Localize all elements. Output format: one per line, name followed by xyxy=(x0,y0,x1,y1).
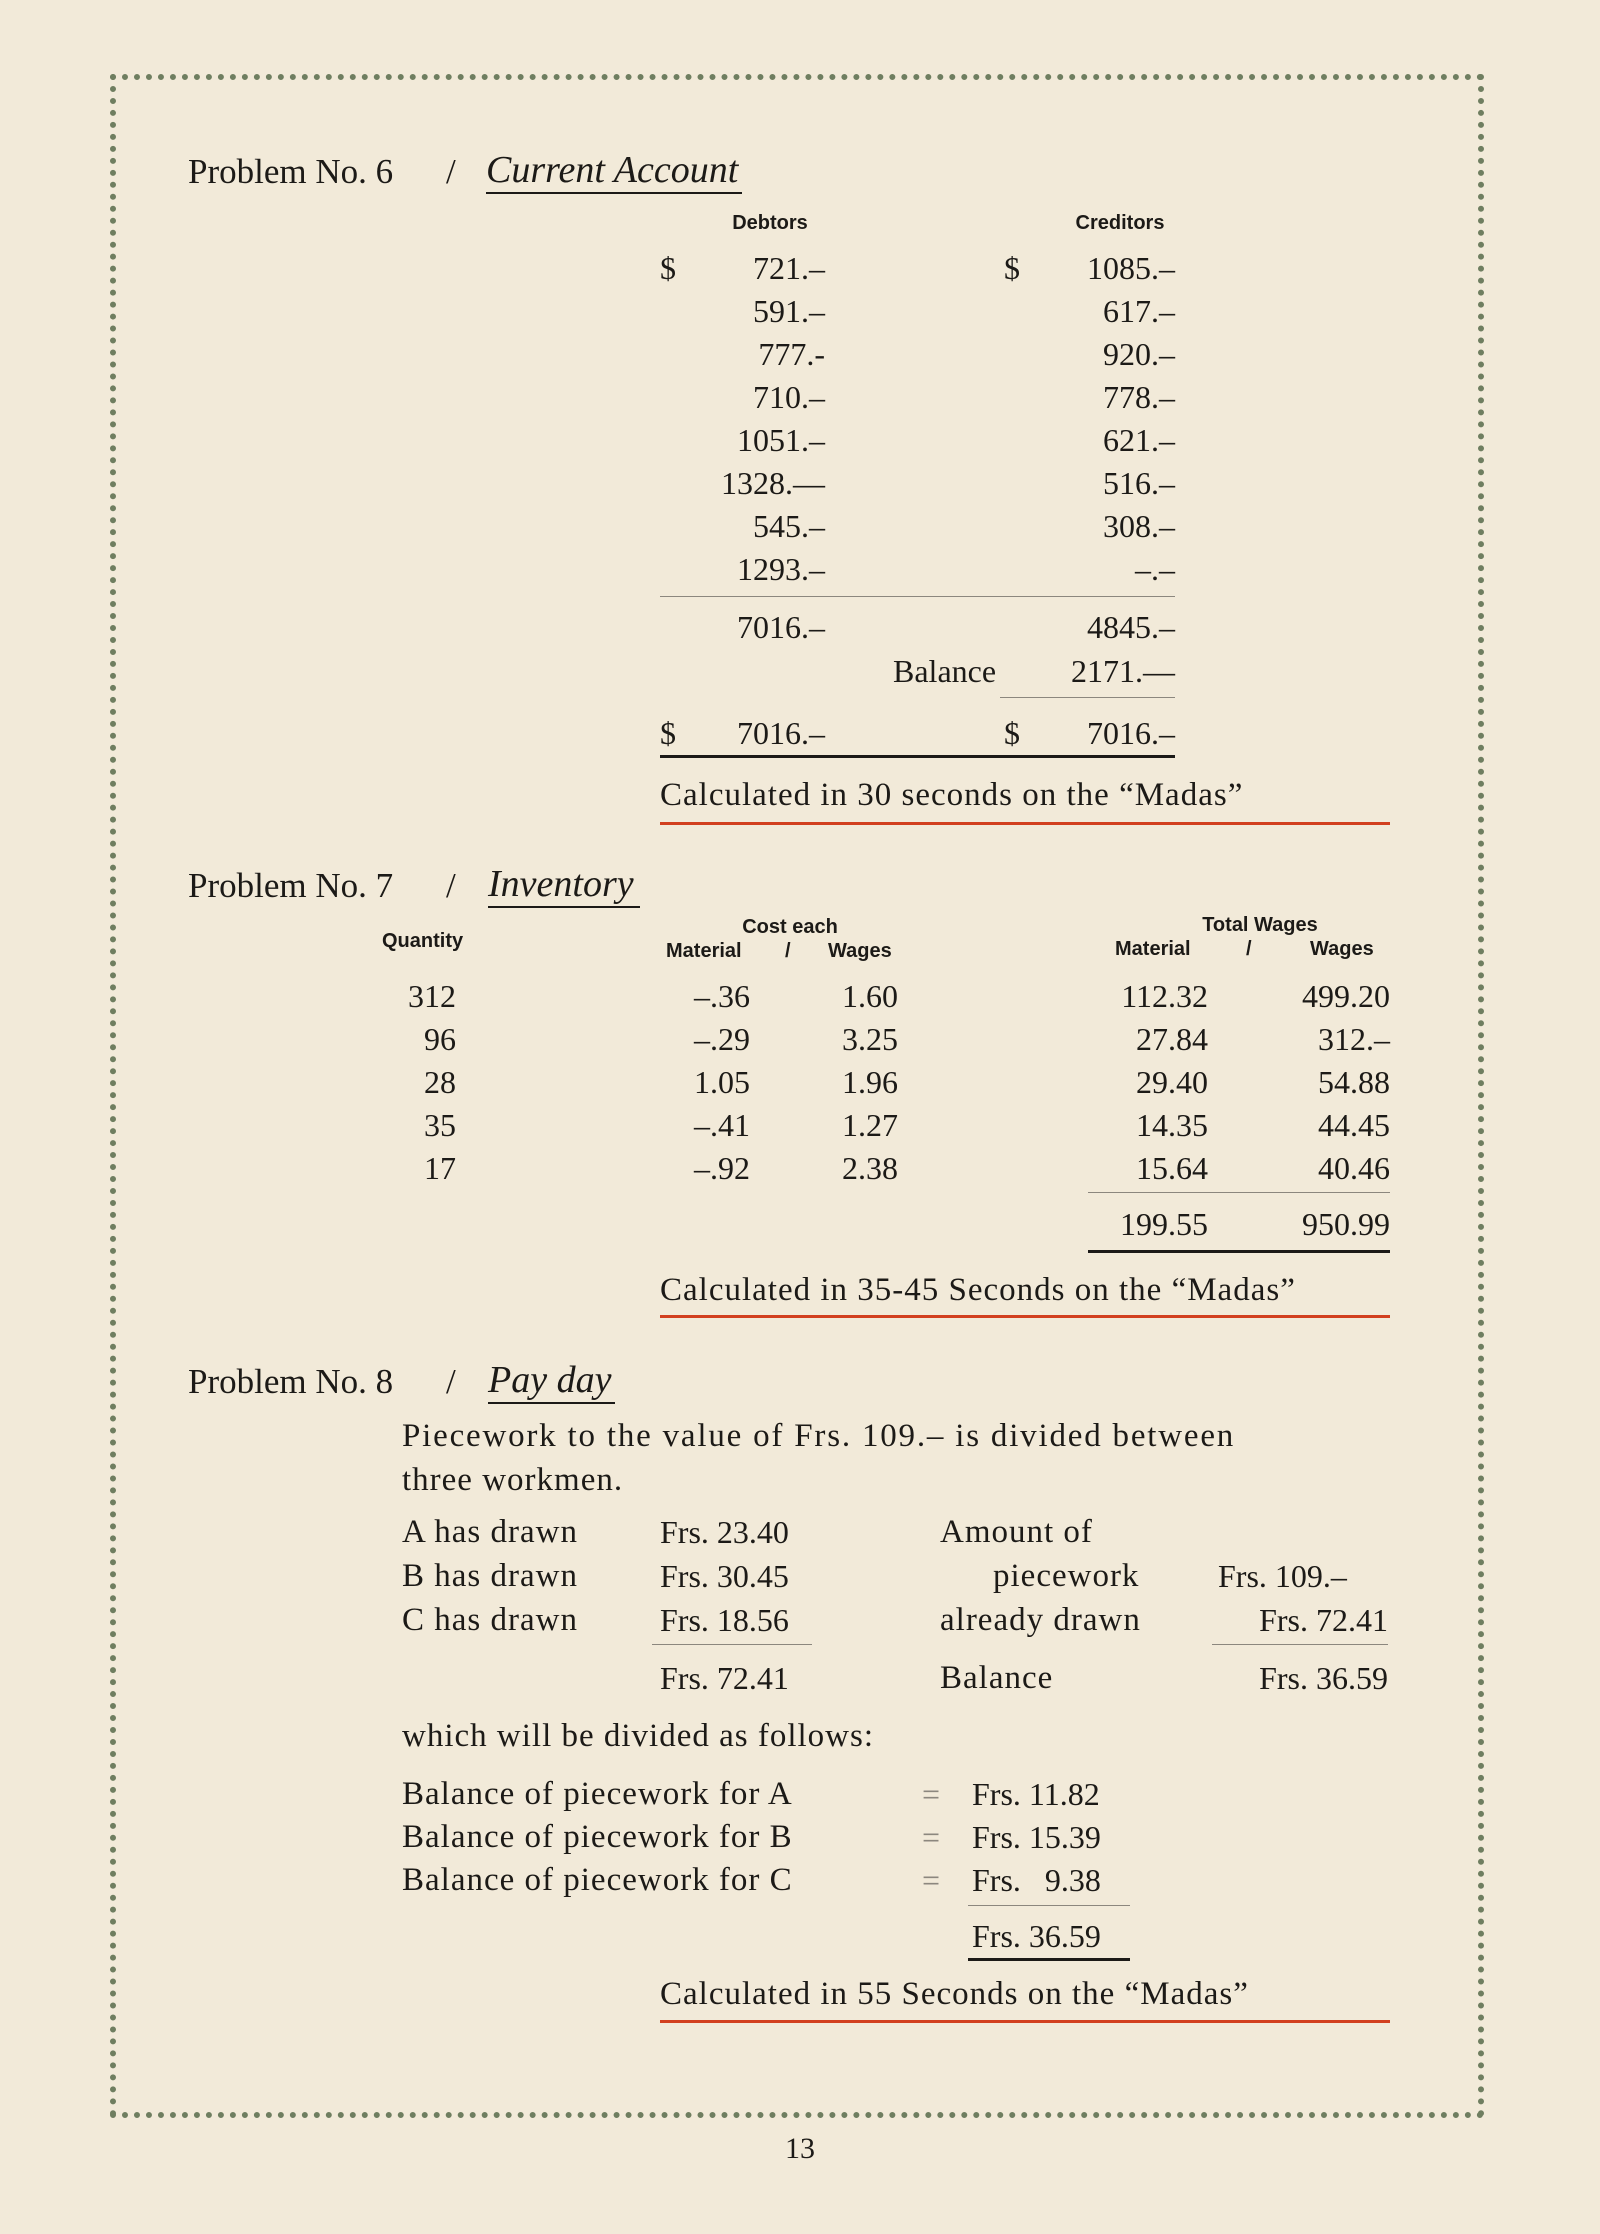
debtors-header: Debtors xyxy=(732,212,808,234)
creditor-value: –.– xyxy=(1135,551,1175,587)
problem-8-label: Problem No. 8 xyxy=(188,1362,394,1401)
equals-sign: = xyxy=(922,1776,941,1812)
drawn-amount: Frs. 23.40 xyxy=(660,1514,789,1550)
debtor-value: 1051.– xyxy=(737,422,825,458)
total-material-cell: 15.64 xyxy=(1136,1150,1208,1186)
quantity-header: Quantity xyxy=(382,930,464,952)
drawn-label: A has drawn xyxy=(402,1514,578,1550)
divider-line xyxy=(1212,1644,1388,1645)
debtor-value: 710.– xyxy=(753,379,825,415)
page-number: 13 xyxy=(785,2132,815,2165)
problem-8-title: Pay day xyxy=(488,1358,615,1404)
balance-value: 2171.— xyxy=(1071,653,1175,689)
already-drawn-label: already drawn xyxy=(940,1602,1141,1638)
total-wages-cell: 312.– xyxy=(1318,1021,1390,1057)
problem-6-label: Problem No. 6 xyxy=(188,152,394,191)
quantity-cell: 28 xyxy=(424,1064,456,1100)
total-wages-header: Total Wages xyxy=(1202,914,1318,936)
divider-line xyxy=(652,1644,812,1645)
creditors-subtotal: 4845.– xyxy=(1087,609,1175,645)
currency-symbol: $ xyxy=(660,715,676,751)
total-wages-cell: 499.20 xyxy=(1302,978,1390,1014)
balance-label: Balance xyxy=(940,1660,1054,1696)
debtor-value: 591.– xyxy=(753,293,825,329)
split-label: Balance of piecework for A xyxy=(402,1776,793,1812)
total-rule xyxy=(660,755,1175,758)
drawn-label: C has drawn xyxy=(402,1602,578,1638)
creditor-value: 516.– xyxy=(1103,465,1175,501)
wages-header: Wages xyxy=(828,940,892,962)
cost-wages-cell: 1.27 xyxy=(842,1107,898,1143)
material-header: Material xyxy=(1115,938,1191,960)
total-wages-cell: 54.88 xyxy=(1318,1064,1390,1100)
problem-7-label: Problem No. 7 xyxy=(188,866,394,905)
quantity-cell: 96 xyxy=(424,1021,456,1057)
creditor-value: 920.– xyxy=(1103,336,1175,372)
total-material-sum: 199.55 xyxy=(1120,1206,1208,1242)
creditor-value: 308.– xyxy=(1103,508,1175,544)
cost-wages-cell: 1.96 xyxy=(842,1064,898,1100)
debtor-value: 777.- xyxy=(758,336,825,372)
drawn-amount: Frs. 30.45 xyxy=(660,1558,789,1594)
debtors-total: 7016.– xyxy=(737,715,825,751)
amount-of-label: Amount of xyxy=(940,1514,1093,1550)
calculation-note: Calculated in 30 seconds on the “Madas” xyxy=(660,777,1244,813)
split-label: Balance of piecework for B xyxy=(402,1819,793,1855)
currency-symbol: $ xyxy=(1004,250,1020,286)
total-wages-sum: 950.99 xyxy=(1302,1206,1390,1242)
total-wages-cell: 40.46 xyxy=(1318,1150,1390,1186)
red-underline xyxy=(660,822,1390,825)
drawn-amount: Frs. 18.56 xyxy=(660,1602,789,1638)
debtor-value: 545.– xyxy=(753,508,825,544)
quantity-cell: 17 xyxy=(424,1150,456,1186)
balance-label: Balance xyxy=(893,653,997,689)
cost-wages-cell: 1.60 xyxy=(842,978,898,1014)
total-rule xyxy=(968,1958,1130,1961)
equals-sign: = xyxy=(922,1819,941,1855)
total-material-cell: 112.32 xyxy=(1121,978,1208,1014)
cost-material-cell: –.92 xyxy=(694,1150,750,1186)
cost-material-cell: –.29 xyxy=(694,1021,750,1057)
creditors-total: 7016.– xyxy=(1087,715,1175,751)
cost-wages-cell: 3.25 xyxy=(842,1021,898,1057)
debtors-subtotal: 7016.– xyxy=(737,609,825,645)
total-material-cell: 27.84 xyxy=(1136,1021,1208,1057)
creditors-header: Creditors xyxy=(1075,212,1165,234)
cost-material-cell: –.41 xyxy=(694,1107,750,1143)
quantity-cell: 312 xyxy=(408,978,456,1014)
creditor-value: 1085.– xyxy=(1087,250,1175,286)
balance-value: Frs. 36.59 xyxy=(1259,1660,1388,1696)
creditor-value: 621.– xyxy=(1103,422,1175,458)
material-header: Material xyxy=(666,940,742,962)
divider-line xyxy=(660,596,1175,597)
calculation-note: Calculated in 35-45 Seconds on the “Madas” xyxy=(660,1272,1296,1308)
quantity-cell: 35 xyxy=(424,1107,456,1143)
debtor-value: 721.– xyxy=(753,250,825,286)
splits-total: Frs. 36.59 xyxy=(972,1918,1101,1954)
divider-line xyxy=(1000,697,1175,698)
calculation-note: Calculated in 55 Seconds on the “Madas” xyxy=(660,1976,1249,2012)
cost-material-cell: 1.05 xyxy=(694,1064,750,1100)
cost-material-cell: –.36 xyxy=(694,978,750,1014)
slash-separator: / xyxy=(785,940,791,962)
problem-8-slash: / xyxy=(446,1362,456,1401)
split-value: Frs. 11.82 xyxy=(972,1776,1100,1812)
total-material-cell: 14.35 xyxy=(1136,1107,1208,1143)
divider-line xyxy=(968,1905,1130,1906)
split-value: Frs. 15.39 xyxy=(972,1819,1101,1855)
split-label: Balance of piecework for C xyxy=(402,1862,793,1898)
split-value: Frs. 9.38 xyxy=(972,1862,1101,1898)
total-material-cell: 29.40 xyxy=(1136,1064,1208,1100)
total-wages-cell: 44.45 xyxy=(1318,1107,1390,1143)
intro-text: Piecework to the value of Frs. 109.– is divided between xyxy=(402,1418,1236,1454)
problem-6-slash: / xyxy=(446,152,456,191)
cost-each-header: Cost each xyxy=(742,916,838,938)
drawn-label: B has drawn xyxy=(402,1558,578,1594)
already-drawn-value: Frs. 72.41 xyxy=(1259,1602,1388,1638)
debtor-value: 1293.– xyxy=(737,551,825,587)
total-rule xyxy=(1088,1250,1390,1253)
problem-6-title: Current Account xyxy=(486,148,742,194)
creditor-value: 617.– xyxy=(1103,293,1175,329)
cost-wages-cell: 2.38 xyxy=(842,1150,898,1186)
red-underline xyxy=(660,1315,1390,1318)
piecework-label: piecework xyxy=(993,1558,1140,1594)
equals-sign: = xyxy=(922,1862,941,1898)
red-underline xyxy=(660,2020,1390,2023)
debtor-value: 1328.— xyxy=(721,465,825,501)
drawn-total: Frs. 72.41 xyxy=(660,1660,789,1696)
slash-separator: / xyxy=(1246,938,1252,960)
problem-7-slash: / xyxy=(446,866,456,905)
divider-line xyxy=(1088,1192,1390,1193)
intro-text: three workmen. xyxy=(402,1462,624,1498)
creditor-value: 778.– xyxy=(1103,379,1175,415)
piecework-value: Frs. 109.– xyxy=(1218,1558,1347,1594)
divided-text: which will be divided as follows: xyxy=(402,1718,875,1754)
problem-7-title: Inventory xyxy=(488,862,640,908)
currency-symbol: $ xyxy=(1004,715,1020,751)
wages-header: Wages xyxy=(1310,938,1374,960)
currency-symbol: $ xyxy=(660,250,676,286)
